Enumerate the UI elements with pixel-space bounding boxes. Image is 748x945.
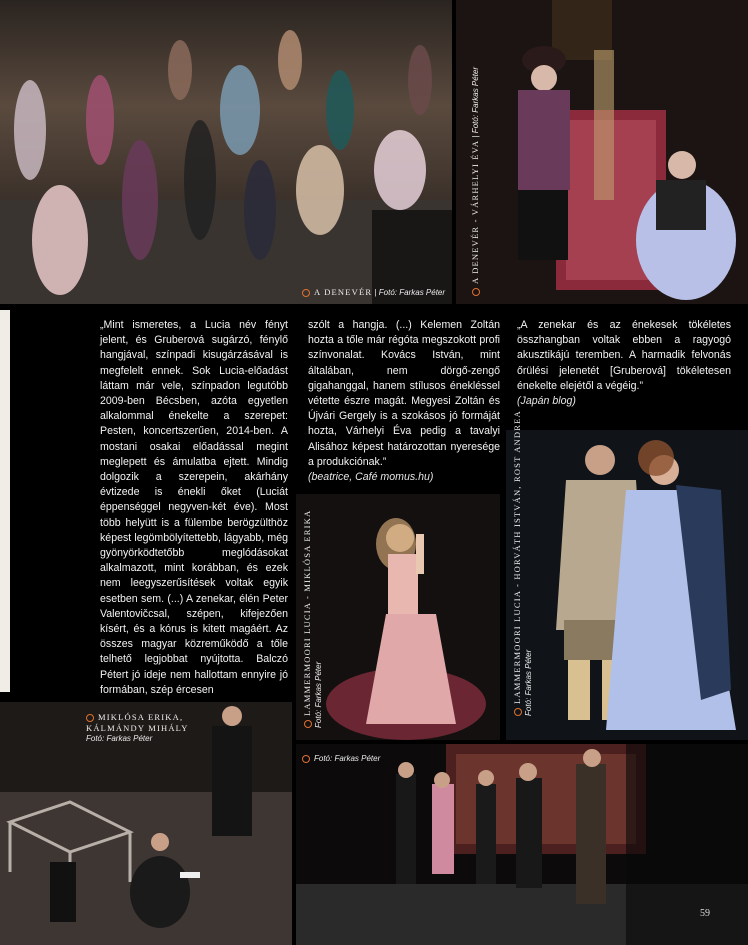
caption-horvath [512, 410, 523, 716]
caption-credit: Fotó: Farkas Péter [378, 288, 446, 297]
photo-fledermaus-stage [0, 0, 452, 304]
caption-horvath-credit-line [524, 650, 534, 716]
text-column-2-body: szólt a hangja. (...) Kelemen Zoltán hozta a tőle már régóta megszokott profi színvonalat. Kovács István, mint általában, nem dörgő-zengő gigahanggal, hanem stílusos énekléssel vétette észre magát. Megyesi Zoltán és Újvári Gergely is a szokásos jó formáját hozta, Várhelyi Éva pedig a tavalyi Alisához képest határozottan nyeresége a produkciónak.” [308, 319, 500, 468]
caption-miklosa-credit-line [314, 662, 324, 728]
caption-bullet-icon [302, 289, 310, 297]
caption-title: LAMMERMOORI LUCIA - MIKLÓSA ERIKA [302, 509, 312, 716]
text-column-3-source: (Japán blog) [517, 395, 576, 408]
photo-bottom-stage [296, 744, 748, 945]
caption-credit: Fotó: Farkas Péter [524, 649, 533, 716]
caption-bottom-stage [302, 754, 380, 764]
caption-miklosa [302, 510, 313, 728]
text-column-1: „Mint ismeretes, a Lucia név fényt jelent, és Gruberová sugárzó, fénylő hangjával, színpadi kisugárzásával is megfelelt ennek. Sok Lucia-előadást láttam már vele, színpadon legutóbb 2009-ben Bécsben, azóta egyetlen alkalommal énekelte a szerepet: Pesten, koncertszerűen, 2014-ben. A mostani osakai előadással megint meglepett és ámulatba ejtett. Mindig dolgozik a szerepein, akárhány évtizede is énekli őket (Luciát éppenséggel negyven-két éve). Most több helyütt is a fülembe berögzülthöz képest legömbölyítettebb, lágyabb, még gyönyörködtetőbb meglódásokat alkalmazott, mint korábban, és ezek nem leegyszerűsítések voltak egyik esetben sem. (...) A zenekar, élén Peter Valentovičcsal, szépen, kifejezően kísért, és a kórus is kitett magáért. Az összes magyar közreműködő a tőle telhető legjobbat nyújtotta. Balczó Pétert jó ideje nem hallottam ennyire jó formában, szép ércesen [100, 319, 288, 696]
page-number: 59 [700, 908, 710, 919]
caption-title: LAMMERMOORI LUCIA - HORVÁTH ISTVÁN, ROST ANDREA [512, 410, 522, 704]
caption-credit: Fotó: Farkas Péter [471, 66, 480, 134]
caption-credit: Fotó: Farkas Péter [86, 734, 153, 743]
text-column-3 [517, 318, 731, 409]
caption-kalmandy [86, 712, 189, 744]
caption-credit: Fotó: Farkas Péter [314, 754, 381, 763]
caption-bullet-icon [86, 714, 94, 722]
caption-credit: Fotó: Farkas Péter [314, 661, 323, 728]
photo-varhelyi-eva [456, 0, 748, 304]
caption-bullet-icon [304, 720, 312, 728]
photo-horvath-rost [506, 430, 748, 740]
caption-title-line-1: MIKLÓSA ERIKA, [98, 712, 184, 722]
caption-bullet-icon [514, 708, 522, 716]
caption-bullet-icon [302, 755, 310, 763]
caption-varhelyi: A DENEVÉR - VÁRHELYI ÉVA | Fotó: Farkas Péter [470, 67, 481, 296]
caption-title-line-2: KÁLMÁNDY MIHÁLY [86, 723, 189, 733]
caption-title: A DENEVÉR - VÁRHELYI ÉVA [470, 139, 480, 284]
text-column-2 [308, 318, 500, 485]
photo-left-edge-inset [0, 310, 10, 692]
text-column-3-body: „A zenekar és az énekesek tökéletes összhangban voltak ebben a ragyogó akusztikájú teremben. A harmadik felvonás őrülési jelenetét [Gruberová] tökéletesen énekelte elejétől a végéig.” [517, 319, 731, 392]
caption-bullet-icon [472, 288, 480, 296]
photo-miklosa-erika [296, 494, 500, 740]
caption-fledermaus: A DENEVÉR | Fotó: Farkas Péter [302, 287, 445, 298]
caption-title: A DENEVÉR [314, 287, 373, 297]
text-column-2-source: (beatrice, Café momus.hu) [308, 471, 434, 484]
